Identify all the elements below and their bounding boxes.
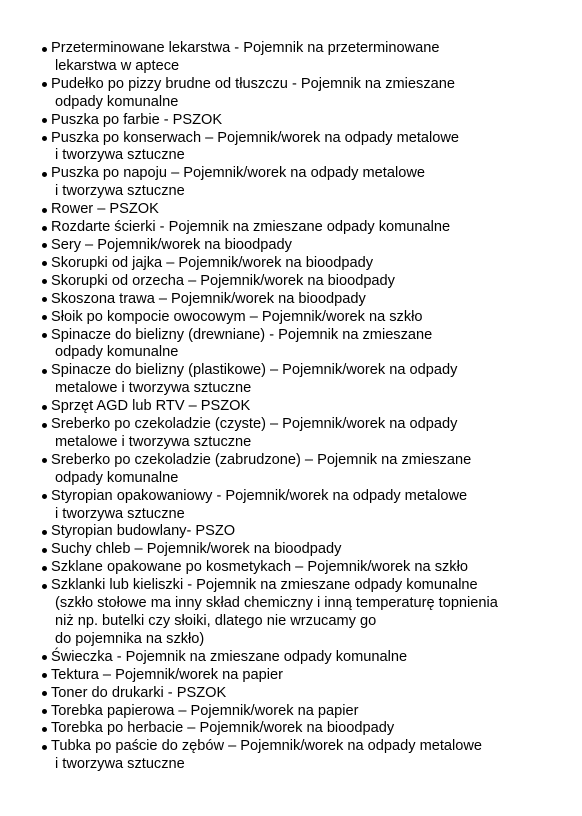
item-text-continuation: do pojemnika na szkło): [55, 630, 205, 647]
bullet-icon: [42, 673, 47, 678]
list-item: [0, 362, 582, 398]
item-text: Tubka po paście do zębów – Pojemnik/worek na odpady metalowe: [51, 738, 483, 755]
bullet-icon: [42, 423, 47, 428]
list-item: [0, 452, 582, 488]
item-text: Szklane opakowane po kosmetykach – Pojemnik/worek na szkło: [51, 559, 468, 576]
item-text: Skorupki od jajka – Pojemnik/worek na bioodpady: [51, 254, 374, 271]
bullet-icon: [42, 458, 47, 463]
list-item: [0, 667, 582, 685]
bullet-icon: [42, 82, 47, 87]
item-text: Torebka papierowa – Pojemnik/worek na papier: [51, 702, 359, 719]
list-item: [0, 237, 582, 255]
item-text-continuation: odpady komunalne: [55, 93, 179, 110]
list-item: [0, 291, 582, 309]
item-text: Rower – PSZOK: [51, 201, 159, 218]
item-text-continuation: i tworzywa sztuczne: [55, 183, 185, 200]
list-item: [0, 40, 582, 76]
item-text: Świeczka - Pojemnik na zmieszane odpady komunalne: [51, 648, 408, 665]
list-item: [0, 720, 582, 738]
list-item: [0, 255, 582, 273]
item-text-continuation: i tworzywa sztuczne: [55, 756, 185, 773]
item-text: Torebka po herbacie – Pojemnik/worek na bioodpady: [51, 720, 395, 737]
item-text: Pudełko po pizzy brudne od tłuszczu - Pojemnik na zmieszane: [51, 75, 455, 92]
list-item: [0, 130, 582, 166]
item-text-continuation: (szkło stołowe ma inny skład chemiczny i inną temperaturę topnienia: [55, 595, 498, 612]
bullet-icon: [42, 745, 47, 750]
list-item: [0, 327, 582, 363]
list-item: [0, 398, 582, 416]
item-text: Słoik po kompocie owocowym – Pojemnik/worek na szkło: [51, 308, 423, 325]
list-item: [0, 703, 582, 721]
item-text-continuation: niż np. butelki czy słoiki, dlatego nie wrzucamy go: [55, 613, 377, 629]
bullet-icon: [42, 297, 47, 302]
bullet-icon: [42, 530, 47, 535]
bullet-icon: [42, 47, 47, 52]
bullet-icon: [42, 494, 47, 499]
bullet-icon: [42, 226, 47, 231]
item-text: Puszka po napoju – Pojemnik/worek na odpady metalowe: [51, 165, 425, 182]
bullet-icon: [42, 566, 47, 571]
item-text: Skoszona trawa – Pojemnik/worek na bioodpady: [51, 290, 366, 307]
item-text-continuation: i tworzywa sztuczne: [55, 505, 185, 522]
bullet-icon: [42, 208, 47, 213]
list-item: [0, 523, 582, 541]
list-item: [0, 112, 582, 130]
bullet-icon: [42, 315, 47, 320]
bullet-icon: [42, 136, 47, 141]
list-item: [0, 219, 582, 237]
bullet-icon: [42, 333, 47, 338]
item-text: Sery – Pojemnik/worek na bioodpady: [51, 236, 292, 253]
item-text: Toner do drukarki - PSZOK: [51, 684, 227, 701]
bullet-icon: [42, 118, 47, 123]
item-text: Skorupki od orzecha – Pojemnik/worek na bioodpady: [51, 272, 395, 289]
bullet-icon: [42, 172, 47, 177]
list-item: [0, 559, 582, 577]
list-item: [0, 309, 582, 327]
item-text-continuation: odpady komunalne: [55, 469, 179, 486]
list-item: [0, 541, 582, 559]
list-item: [0, 577, 582, 649]
item-text: Sreberko po czekoladzie (czyste) – Pojemnik/worek na odpady: [51, 416, 458, 433]
list-item: [0, 685, 582, 703]
list-item: [0, 738, 582, 774]
bullet-icon: [42, 243, 47, 248]
bullet-icon: [42, 709, 47, 714]
list-item: [0, 416, 582, 452]
bullet-icon: [42, 279, 47, 284]
item-text: Styropian budowlany- PSZO: [51, 523, 236, 540]
item-text-continuation: metalowe i tworzywa sztuczne: [55, 380, 252, 397]
list-item: [0, 488, 582, 524]
item-text: Spinacze do bielizny (plastikowe) – Pojemnik/worek na odpady: [51, 362, 458, 379]
bullet-icon: [42, 727, 47, 732]
item-text: Puszka po farbie - PSZOK: [51, 111, 223, 128]
item-text: Puszka po konserwach – Pojemnik/worek na odpady metalowe: [51, 129, 460, 146]
bullet-icon: [42, 655, 47, 660]
item-text-continuation: lekarstwa w aptece: [55, 57, 180, 74]
bullet-icon: [42, 261, 47, 266]
bullet-icon: [42, 405, 47, 410]
bullet-icon: [42, 548, 47, 553]
item-text-continuation: odpady komunalne: [55, 344, 179, 361]
item-text: Spinacze do bielizny (drewniane) - Pojemnik na zmieszane: [51, 326, 433, 343]
item-text: Szklanki lub kieliszki - Pojemnik na zmieszane odpady komunalne: [51, 577, 478, 594]
item-text: Tektura – Pojemnik/worek na papier: [51, 666, 283, 683]
item-text: Styropian opakowaniowy - Pojemnik/worek na odpady metalowe: [51, 487, 468, 504]
list-item: [0, 649, 582, 667]
item-text-continuation: i tworzywa sztuczne: [55, 147, 185, 164]
item-text-continuation: metalowe i tworzywa sztuczne: [55, 433, 252, 450]
item-text: Przeterminowane lekarstwa - Pojemnik na przeterminowane: [51, 40, 440, 56]
list-item: [0, 165, 582, 201]
waste-sorting-list: [0, 40, 582, 774]
list-item: [0, 201, 582, 219]
list-item: [0, 76, 582, 112]
bullet-icon: [42, 691, 47, 696]
item-text: Suchy chleb – Pojemnik/worek na bioodpady: [51, 541, 342, 558]
bullet-icon: [42, 369, 47, 374]
list-item: [0, 273, 582, 291]
bullet-icon: [42, 584, 47, 589]
item-text: Sprzęt AGD lub RTV – PSZOK: [51, 398, 251, 415]
item-text: Rozdarte ścierki - Pojemnik na zmieszane odpady komunalne: [51, 219, 451, 236]
item-text: Sreberko po czekoladzie (zabrudzone) – Pojemnik na zmieszane: [51, 451, 472, 468]
